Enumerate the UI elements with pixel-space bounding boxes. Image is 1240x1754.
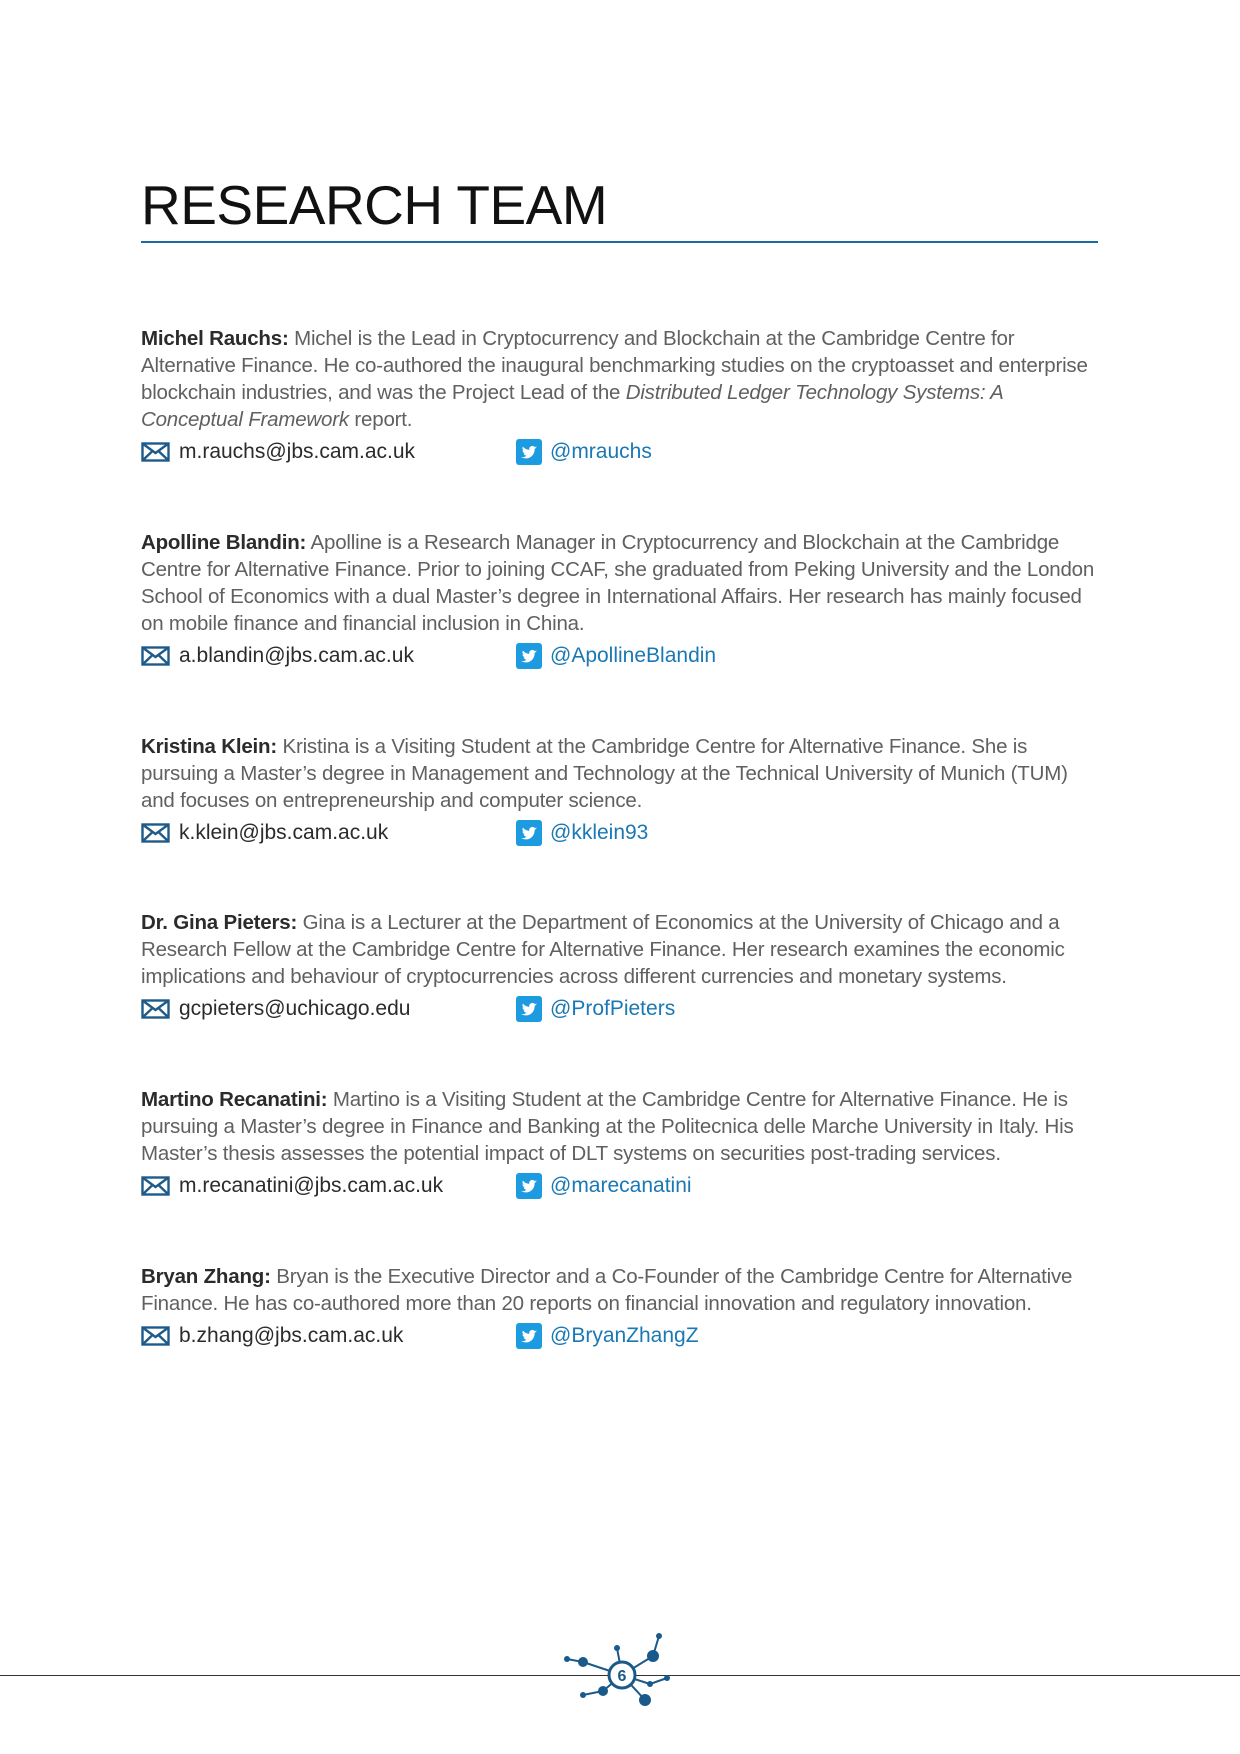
member-bio-text: Bryan is the Executive Director and a Co-Founder of the Cambridge Centre for Alternative Finance. He has co-authored more than 20 reports on financial innovation and regulatory innovation. <box>141 1265 1073 1315</box>
twitter-icon <box>516 1173 542 1199</box>
team-member-zhang <box>141 1263 1101 1350</box>
twitter-handle: @kklein93 <box>550 821 649 844</box>
twitter-link[interactable] <box>516 642 716 670</box>
email-text: k.klein@jbs.cam.ac.uk <box>179 821 389 844</box>
twitter-link[interactable] <box>516 1172 692 1200</box>
email-text: m.rauchs@jbs.cam.ac.uk <box>179 440 416 463</box>
title-rule <box>141 241 1098 243</box>
email-text: m.recanatini@jbs.cam.ac.uk <box>179 1174 444 1197</box>
member-bio-text: Gina is a Lecturer at the Department of Economics at the University of Chicago and a Research Fellow at the Cambridge Centre for Alternative Finance. Her research examines the economic implications and behaviour of cryptocurrencies across different currencies and monetary systems. <box>141 911 1065 988</box>
envelope-icon <box>141 1176 170 1196</box>
twitter-link[interactable] <box>516 1322 699 1350</box>
twitter-link[interactable] <box>516 438 652 466</box>
page-number: 6 <box>617 1668 627 1685</box>
member-contacts <box>141 995 1101 1023</box>
member-name: Dr. Gina Pieters: <box>141 911 298 934</box>
team-member-pieters <box>141 909 1101 1023</box>
member-contacts <box>141 819 1101 847</box>
member-bio <box>141 909 1101 990</box>
member-bio-text: Martino is a Visiting Student at the Cambridge Centre for Alternative Finance. He is pursuing a Master’s degree in Finance and Banking at the Politecnica delle Marche University in Italy. His Master’s thesis assesses the potential impact of DLT systems on securities post-trading services. <box>141 1088 1074 1165</box>
email-link[interactable] <box>141 1322 403 1350</box>
team-member-blandin <box>141 529 1101 670</box>
report-title: Distributed Ledger Technology Systems: A Conceptual Framework <box>141 381 1003 431</box>
team-member-rauchs <box>141 325 1101 466</box>
twitter-handle: @ApollineBlandin <box>550 644 717 667</box>
email-link[interactable] <box>141 995 410 1023</box>
twitter-link[interactable] <box>516 995 675 1023</box>
member-name: Apolline Blandin: <box>141 531 307 554</box>
twitter-icon <box>516 996 542 1022</box>
member-contacts <box>141 642 1101 670</box>
envelope-icon <box>141 442 170 462</box>
envelope-icon <box>141 999 170 1019</box>
member-name: Bryan Zhang: <box>141 1265 271 1288</box>
email-text: a.blandin@jbs.cam.ac.uk <box>179 644 414 667</box>
member-bio <box>141 1263 1101 1317</box>
twitter-handle: @mrauchs <box>550 440 652 463</box>
member-bio <box>141 325 1101 433</box>
twitter-icon <box>516 439 542 465</box>
email-link[interactable] <box>141 438 415 466</box>
email-link[interactable] <box>141 642 414 670</box>
email-text: b.zhang@jbs.cam.ac.uk <box>179 1324 404 1347</box>
twitter-icon <box>516 1323 542 1349</box>
twitter-icon <box>516 820 542 846</box>
team-member-klein <box>141 733 1101 847</box>
twitter-icon <box>516 643 542 669</box>
member-contacts <box>141 1322 1101 1350</box>
twitter-handle: @marecanatini <box>550 1174 692 1197</box>
email-link[interactable] <box>141 819 388 847</box>
twitter-handle: @ProfPieters <box>550 997 676 1020</box>
envelope-icon <box>141 823 170 843</box>
twitter-handle: @BryanZhangZ <box>550 1324 699 1347</box>
envelope-icon <box>141 1326 170 1346</box>
member-bio <box>141 733 1101 814</box>
member-bio-text: Apolline is a Research Manager in Cryptocurrency and Blockchain at the Cambridge Centre for Alternative Finance. Prior to joining CCAF, she graduated from Peking University and the London School of Economics with a dual Master’s degree in International Affairs. Her research has mainly focused on mobile finance and financial inclusion in China. <box>141 531 1095 635</box>
email-link[interactable] <box>141 1172 443 1200</box>
member-bio <box>141 1086 1101 1167</box>
team-member-recanatini <box>141 1086 1101 1200</box>
member-contacts <box>141 1172 1101 1200</box>
member-name: Michel Rauchs: <box>141 327 289 350</box>
member-bio-text: Kristina is a Visiting Student at the Cambridge Centre for Alternative Finance. She is pursuing a Master’s degree in Management and Technology at the Technical University of Munich (TUM) and focuses on entrepreneurship and computer science. <box>141 735 1068 812</box>
envelope-icon <box>141 646 170 666</box>
member-bio-end: report. <box>348 408 413 431</box>
twitter-link[interactable] <box>516 819 648 847</box>
member-bio-text: Michel is the Lead in Cryptocurrency and Blockchain at the Cambridge Centre for Alternative Finance. He co-authored the inaugural benchmarking studies on the cryptoasset and enterprise blockchain industries, and was the Project Lead of the <box>141 327 1088 404</box>
email-text: gcpieters@uchicago.edu <box>179 997 411 1020</box>
member-name: Martino Recanatini: <box>141 1088 328 1111</box>
network-node-logo <box>555 1628 675 1708</box>
member-contacts <box>141 438 1101 466</box>
member-bio <box>141 529 1101 637</box>
page-title: RESEARCH TEAM <box>141 174 608 236</box>
member-name: Kristina Klein: <box>141 735 277 758</box>
